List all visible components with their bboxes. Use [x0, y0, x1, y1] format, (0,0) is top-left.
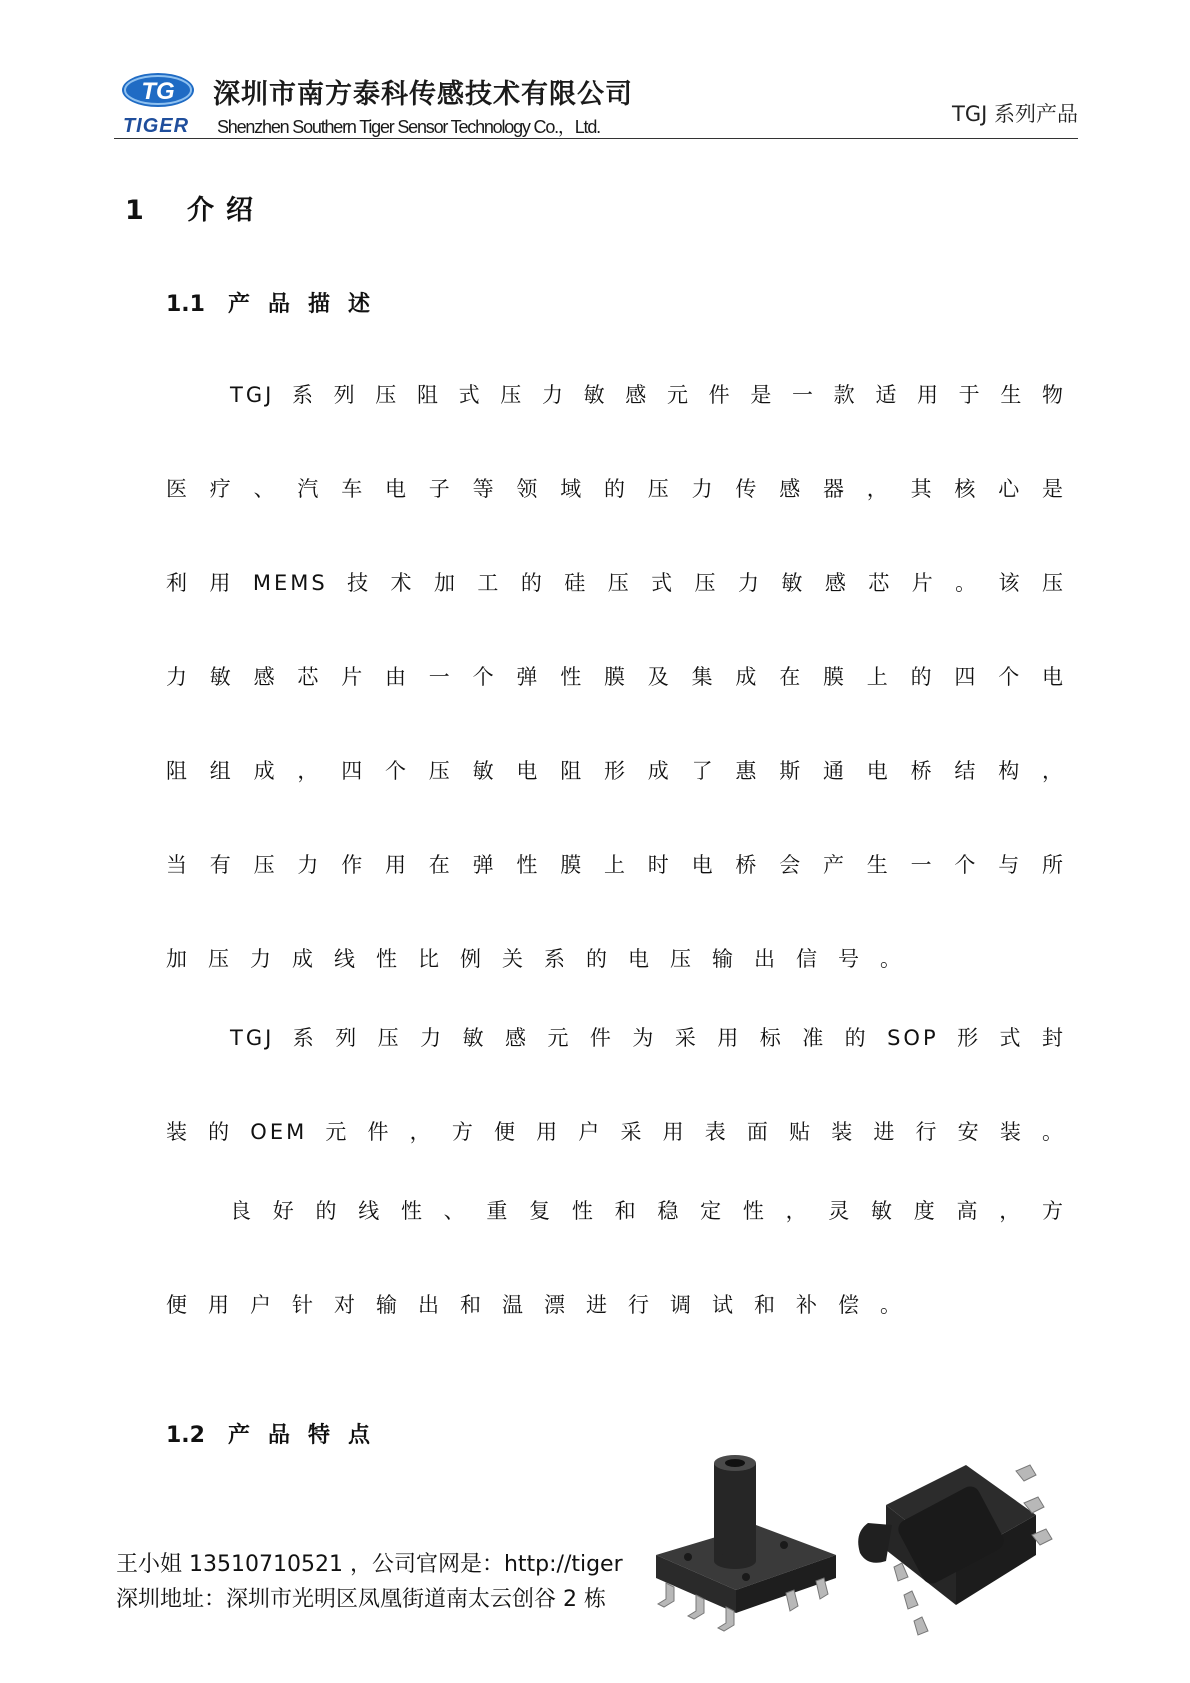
company-name-en: Shenzhen Southern Tiger Sensor Technology Co.，Ltd. — [217, 117, 600, 137]
paragraph-line: 装的OEM元件，方便用户采用表面贴装进行安装。 — [166, 1120, 1066, 1144]
footer-address: 深圳地址：深圳市光明区凤凰街道南太云创谷 2 栋 — [116, 1587, 606, 1612]
paragraph-line-text: 加压力成线性比例关系的电压输出信号。 — [166, 947, 922, 971]
section-number: 1.1 — [166, 292, 205, 317]
company-name-cn: 深圳市南方泰科传感技术有限公司 — [213, 79, 633, 110]
product-series-label: TGJ 系列产品 — [952, 102, 1078, 126]
paragraph-line — [166, 944, 1066, 974]
company-logo — [116, 68, 200, 138]
paragraph-line: 利用MEMS技术加工的硅压式压力敏感芯片。该压 — [166, 571, 1066, 595]
paragraph-line: 阻组成，四个压敏电阻形成了惠斯通电桥结构， — [166, 759, 1066, 783]
section-title: 介绍 — [187, 195, 265, 226]
footer-contact: 王小姐 13510710521 ，公司官网是：http://tiger — [116, 1552, 623, 1577]
section-1-1-heading — [166, 287, 388, 318]
paragraph-line: TGJ系列压力敏感元件为采用标准的SOP形式封 — [230, 1026, 1066, 1050]
section-1-heading — [125, 188, 265, 227]
section-title: 产品特点 — [228, 1423, 389, 1448]
product-photo — [636, 1445, 1054, 1657]
section-title: 产品描述 — [228, 292, 389, 317]
paragraph-line — [166, 1290, 1066, 1320]
paragraph-line: 良好的线性、重复性和稳定性，灵敏度高，方 — [230, 1199, 1066, 1223]
section-number: 1.2 — [166, 1423, 205, 1448]
section-1-2-heading — [166, 1418, 388, 1449]
header-divider — [114, 138, 1078, 139]
section-number: 1 — [125, 195, 144, 226]
logo-mark: TG — [141, 78, 175, 105]
paragraph-line-text: 便用户针对输出和温漂进行调试和补偿。 — [166, 1293, 922, 1317]
paragraph-line: 力敏感芯片由一个弹性膜及集成在膜上的四个电 — [166, 665, 1066, 689]
paragraph-line: 医疗、汽车电子等领域的压力传感器，其核心是 — [166, 477, 1066, 501]
paragraph-line: 当有压力作用在弹性膜上时电桥会产生一个与所 — [166, 853, 1066, 877]
paragraph-line: TGJ系列压阻式压力敏感元件是一款适用于生物 — [230, 383, 1066, 407]
logo-text: TIGER — [122, 115, 190, 137]
